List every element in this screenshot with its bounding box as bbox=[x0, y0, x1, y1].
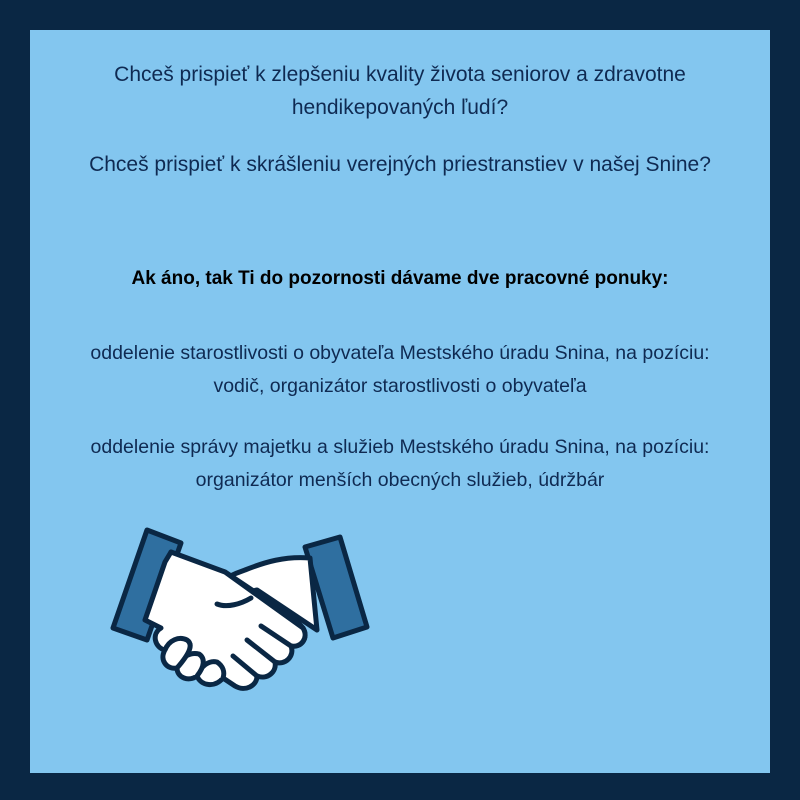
job-offer-1-positions: vodič, organizátor starostlivosti o obyvateľa bbox=[213, 375, 587, 397]
job-offer-2 bbox=[30, 431, 770, 497]
content-panel bbox=[30, 30, 770, 773]
job-offer-2-positions: organizátor menších obecných služieb, údržbár bbox=[195, 469, 605, 491]
handshake-icon bbox=[105, 500, 375, 700]
job-offer-1 bbox=[30, 337, 770, 403]
job-offer-2-department: oddelenie správy majetku a služieb Mestského úradu Snina, na pozíciu: bbox=[90, 436, 710, 458]
job-offers-lead: Ak áno, tak Ti do pozornosti dávame dve pracovné ponuky: bbox=[131, 268, 669, 289]
question-senior-care: Chceš prispieť k zlepšeniu kvality života seniorov a zdravotne hendikepovaných ľudí? bbox=[114, 63, 686, 119]
question-public-spaces: Chceš prispieť k skrášleniu verejných priestranstiev v našej Snine? bbox=[89, 153, 711, 176]
job-offer-1-department: oddelenie starostlivosti o obyvateľa Mestského úradu Snina, na pozíciu: bbox=[90, 342, 710, 364]
